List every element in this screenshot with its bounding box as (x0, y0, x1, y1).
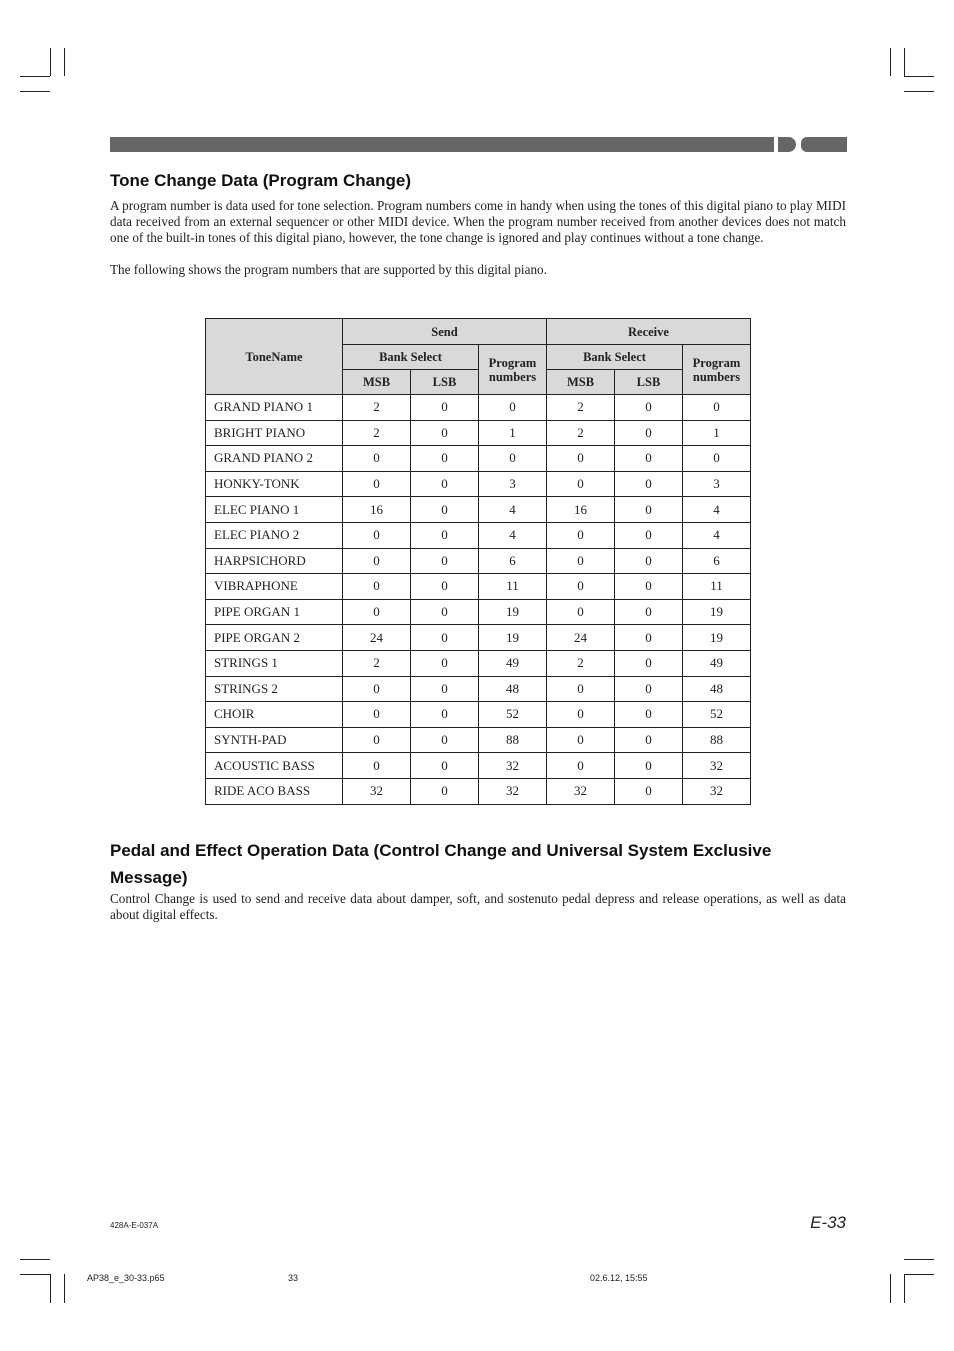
value-cell-send-lsb: 0 (411, 497, 479, 523)
value-cell-send-msb: 0 (343, 676, 411, 702)
value-cell-send-prog: 11 (479, 574, 547, 600)
value-cell-recv-prog: 88 (683, 727, 751, 753)
header-send: Send (343, 319, 547, 345)
value-cell-recv-prog: 3 (683, 471, 751, 497)
value-cell-send-prog: 32 (479, 778, 547, 804)
header-send-lsb: LSB (411, 370, 479, 395)
tone-name-cell: GRAND PIANO 1 (206, 395, 343, 421)
value-cell-recv-prog: 48 (683, 676, 751, 702)
table-row (206, 420, 751, 446)
value-cell-recv-lsb: 0 (615, 727, 683, 753)
value-cell-recv-lsb: 0 (615, 522, 683, 548)
value-cell-send-lsb: 0 (411, 548, 479, 574)
value-cell-recv-msb: 0 (547, 753, 615, 779)
value-cell-send-lsb: 0 (411, 753, 479, 779)
value-cell-recv-prog: 32 (683, 753, 751, 779)
tone-name-cell: ELEC PIANO 2 (206, 522, 343, 548)
value-cell-send-prog: 6 (479, 548, 547, 574)
value-cell-send-msb: 32 (343, 778, 411, 804)
value-cell-recv-msb: 2 (547, 650, 615, 676)
value-cell-recv-prog: 11 (683, 574, 751, 600)
value-cell-recv-prog: 6 (683, 548, 751, 574)
value-cell-send-prog: 4 (479, 522, 547, 548)
table-row (206, 625, 751, 651)
header-send-bank-select: Bank Select (343, 345, 479, 370)
value-cell-recv-msb: 16 (547, 497, 615, 523)
value-cell-recv-msb: 0 (547, 522, 615, 548)
value-cell-recv-lsb: 0 (615, 395, 683, 421)
header-receive-lsb: LSB (615, 370, 683, 395)
value-cell-recv-lsb: 0 (615, 625, 683, 651)
header-receive-bank-select: Bank Select (547, 345, 683, 370)
value-cell-recv-prog: 0 (683, 395, 751, 421)
tone-name-cell: RIDE ACO BASS (206, 778, 343, 804)
value-cell-recv-lsb: 0 (615, 574, 683, 600)
header-send-program-numbers: Program numbers (479, 345, 547, 395)
tone-name-cell: BRIGHT PIANO (206, 420, 343, 446)
intro-paragraph: A program number is data used for tone selection. Program numbers come in handy when using the tones of this digital piano to play MIDI data received from an external sequencer or other MIDI device. When the program number received from another devices does not match one of the built-in tones of this digital piano, however, the tone change is ignored and play continues without a tone change. (110, 198, 846, 245)
value-cell-send-msb: 2 (343, 395, 411, 421)
value-cell-recv-msb: 0 (547, 676, 615, 702)
table-row (206, 753, 751, 779)
value-cell-send-lsb: 0 (411, 471, 479, 497)
value-cell-recv-msb: 0 (547, 574, 615, 600)
value-cell-recv-msb: 0 (547, 548, 615, 574)
value-cell-send-lsb: 0 (411, 702, 479, 728)
tone-name-cell: CHOIR (206, 702, 343, 728)
value-cell-recv-msb: 2 (547, 395, 615, 421)
slug-file-name: AP38_e_30-33.p65 (87, 1273, 165, 1283)
table-row (206, 446, 751, 472)
value-cell-send-prog: 88 (479, 727, 547, 753)
table-row (206, 497, 751, 523)
value-cell-send-lsb: 0 (411, 395, 479, 421)
table-row (206, 471, 751, 497)
value-cell-recv-msb: 0 (547, 702, 615, 728)
value-cell-recv-prog: 52 (683, 702, 751, 728)
header-bar (110, 137, 774, 152)
tone-name-cell: STRINGS 1 (206, 650, 343, 676)
tone-name-cell: HONKY-TONK (206, 471, 343, 497)
table-row (206, 727, 751, 753)
value-cell-send-prog: 19 (479, 625, 547, 651)
value-cell-send-msb: 0 (343, 574, 411, 600)
value-cell-send-lsb: 0 (411, 446, 479, 472)
value-cell-send-msb: 0 (343, 522, 411, 548)
value-cell-send-prog: 48 (479, 676, 547, 702)
value-cell-recv-lsb: 0 (615, 778, 683, 804)
value-cell-send-msb: 0 (343, 548, 411, 574)
value-cell-send-prog: 49 (479, 650, 547, 676)
value-cell-send-msb: 24 (343, 625, 411, 651)
value-cell-send-lsb: 0 (411, 574, 479, 600)
value-cell-recv-lsb: 0 (615, 753, 683, 779)
value-cell-send-lsb: 0 (411, 420, 479, 446)
table-row (206, 676, 751, 702)
tone-name-cell: SYNTH-PAD (206, 727, 343, 753)
value-cell-send-prog: 19 (479, 599, 547, 625)
value-cell-recv-lsb: 0 (615, 497, 683, 523)
table-row (206, 574, 751, 600)
value-cell-recv-lsb: 0 (615, 650, 683, 676)
tone-name-cell: ACOUSTIC BASS (206, 753, 343, 779)
header-receive: Receive (547, 319, 751, 345)
value-cell-recv-msb: 0 (547, 471, 615, 497)
tone-name-cell: ELEC PIANO 1 (206, 497, 343, 523)
value-cell-recv-msb: 24 (547, 625, 615, 651)
value-cell-send-msb: 2 (343, 650, 411, 676)
value-cell-send-lsb: 0 (411, 522, 479, 548)
slug-date: 02.6.12, 15:55 (590, 1273, 648, 1283)
value-cell-send-lsb: 0 (411, 778, 479, 804)
value-cell-send-prog: 0 (479, 395, 547, 421)
value-cell-recv-prog: 4 (683, 522, 751, 548)
value-cell-send-lsb: 0 (411, 599, 479, 625)
value-cell-send-prog: 4 (479, 497, 547, 523)
table-row (206, 650, 751, 676)
value-cell-recv-prog: 19 (683, 599, 751, 625)
value-cell-recv-prog: 1 (683, 420, 751, 446)
document-code: 428A-E-037A (110, 1221, 159, 1230)
value-cell-send-prog: 3 (479, 471, 547, 497)
tone-name-cell: VIBRAPHONE (206, 574, 343, 600)
value-cell-recv-msb: 2 (547, 420, 615, 446)
value-cell-send-lsb: 0 (411, 727, 479, 753)
value-cell-send-msb: 2 (343, 420, 411, 446)
header-receive-msb: MSB (547, 370, 615, 395)
value-cell-send-prog: 1 (479, 420, 547, 446)
value-cell-send-lsb: 0 (411, 676, 479, 702)
header-bar-tab (778, 137, 796, 152)
page-number: E-33 (810, 1213, 846, 1232)
value-cell-recv-prog: 4 (683, 497, 751, 523)
table-row (206, 702, 751, 728)
value-cell-recv-lsb: 0 (615, 676, 683, 702)
table-body (206, 395, 751, 805)
value-cell-recv-prog: 0 (683, 446, 751, 472)
program-number-table (205, 318, 751, 805)
tone-name-cell: PIPE ORGAN 2 (206, 625, 343, 651)
value-cell-recv-lsb: 0 (615, 471, 683, 497)
value-cell-recv-lsb: 0 (615, 702, 683, 728)
value-cell-recv-lsb: 0 (615, 548, 683, 574)
value-cell-recv-prog: 19 (683, 625, 751, 651)
value-cell-recv-msb: 32 (547, 778, 615, 804)
table-intro-paragraph: The following shows the program numbers that are supported by this digital piano. (110, 262, 547, 277)
value-cell-recv-msb: 0 (547, 446, 615, 472)
header-bar-tab (801, 137, 847, 152)
value-cell-send-prog: 52 (479, 702, 547, 728)
table-row (206, 395, 751, 421)
table-row (206, 522, 751, 548)
value-cell-recv-lsb: 0 (615, 599, 683, 625)
header-receive-program-numbers: Program numbers (683, 345, 751, 395)
value-cell-send-msb: 0 (343, 753, 411, 779)
control-change-paragraph: Control Change is used to send and receive data about damper, soft, and sostenuto pedal depress and release operations, as well as data about digital effects. (110, 891, 846, 922)
section-title-tone-change: Tone Change Data (Program Change) (110, 171, 411, 190)
value-cell-send-msb: 0 (343, 446, 411, 472)
tone-name-cell: PIPE ORGAN 1 (206, 599, 343, 625)
value-cell-send-lsb: 0 (411, 650, 479, 676)
value-cell-recv-msb: 0 (547, 727, 615, 753)
value-cell-send-lsb: 0 (411, 625, 479, 651)
value-cell-recv-lsb: 0 (615, 420, 683, 446)
tone-name-cell: STRINGS 2 (206, 676, 343, 702)
table-row (206, 778, 751, 804)
value-cell-recv-prog: 32 (683, 778, 751, 804)
table-row (206, 599, 751, 625)
header-tone-name: ToneName (206, 319, 343, 395)
table-row (206, 548, 751, 574)
value-cell-recv-lsb: 0 (615, 446, 683, 472)
value-cell-send-msb: 0 (343, 702, 411, 728)
slug-page: 33 (288, 1273, 299, 1283)
value-cell-send-msb: 0 (343, 599, 411, 625)
value-cell-recv-prog: 49 (683, 650, 751, 676)
value-cell-send-prog: 32 (479, 753, 547, 779)
section-title-pedal-effect: Pedal and Effect Operation Data (Control Change and Universal System Exclusive Message) (110, 841, 772, 887)
value-cell-send-msb: 16 (343, 497, 411, 523)
tone-name-cell: GRAND PIANO 2 (206, 446, 343, 472)
value-cell-send-prog: 0 (479, 446, 547, 472)
tone-name-cell: HARPSICHORD (206, 548, 343, 574)
value-cell-send-msb: 0 (343, 727, 411, 753)
value-cell-recv-msb: 0 (547, 599, 615, 625)
value-cell-send-msb: 0 (343, 471, 411, 497)
header-send-msb: MSB (343, 370, 411, 395)
